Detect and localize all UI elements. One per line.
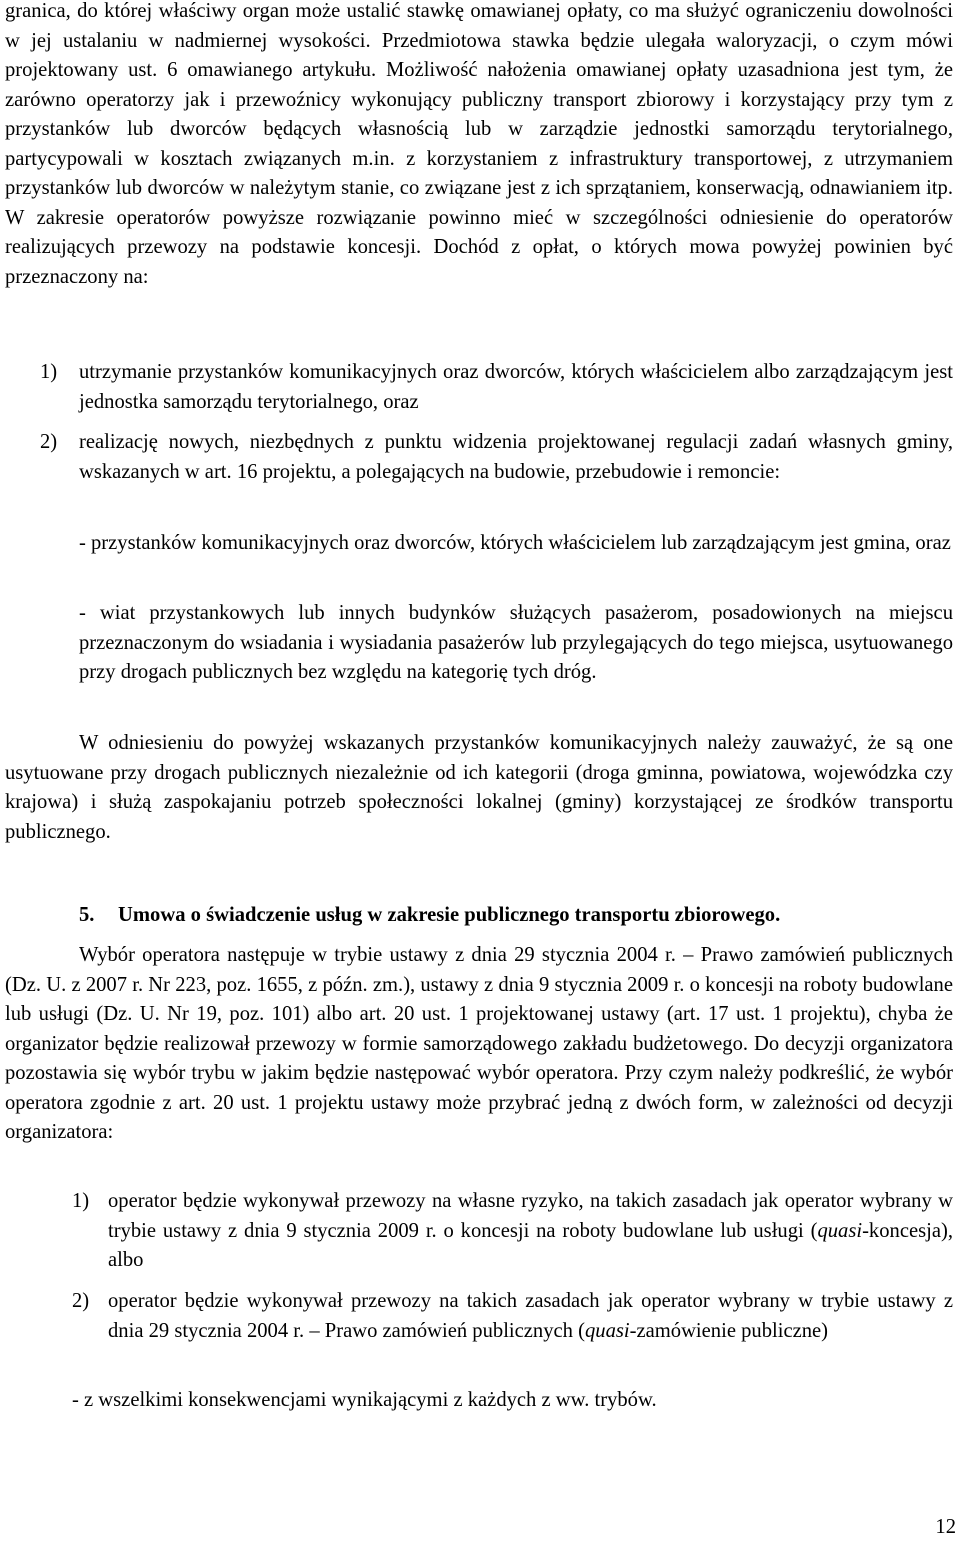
list2-item1-text bbox=[108, 1187, 953, 1276]
list2-item2-text-end: -zamówienie publiczne) bbox=[629, 1319, 829, 1342]
list1-item1-number: 1) bbox=[40, 361, 58, 383]
page-number: 12 bbox=[935, 1516, 956, 1538]
section-heading bbox=[79, 901, 780, 931]
section-title: Umowa o świadczenie usług w zakresie publicznego transportu zbiorowego. bbox=[118, 904, 781, 926]
list2-item1-number: 1) bbox=[72, 1190, 90, 1212]
dash-item-shelters: - wiat przystankowych lub innych budynków służących pasażerom, posadowionych na miejscu przeznaczonym do wsiadania i wysiadania pasażerów lub przylegających do tego miejsca, usytuowanego przy drogach publicznych bez względu na kategorię tych dróg. bbox=[79, 602, 953, 683]
dash-item-stops: - przystanków komunikacyjnych oraz dworców, których właścicielem lub zarządzającym jest gmina, oraz bbox=[79, 532, 951, 554]
paragraph-operator: Wybór operatora następuje w trybie ustawy z dnia 29 stycznia 2004 r. – Prawo zamówień publicznych (Dz. U. z 2007 r. Nr 223, poz. 1655, z późn. zm.), ustawy z dnia 9 stycznia 2009 r. o koncesji na roboty budowlane lub usługi (Dz. U. Nr 19, poz. 101) albo art. 20 ust. 1 projektowanej ustawy (art. 17 ust. 1 projektu), chyba że organizator będzie realizował przewozy w formie samorządowego zakładu budżetowego. Do decyzji organizatora pozostawia się wybór trybu w jakim będzie następować wybór operatora. Przy czym należy podkreślić, że wybór operatora zgodnie z art. 20 ust. 1 projektu ustawy może przybrać jedną z dwóch form, w zależności od decyzji organizatora: bbox=[5, 944, 953, 1143]
list2-item2-number: 2) bbox=[72, 1290, 90, 1312]
list2-item2-italic: quasi bbox=[584, 1319, 630, 1342]
closing-line: - z wszelkimi konsekwencjami wynikającymi z każdych z ww. trybów. bbox=[72, 1389, 657, 1411]
list2-item2-text-start: operator będzie wykonywał przewozy na takich zasadach jak operator wybrany w trybie ustawy z dnia 29 stycznia 2004 r. – Prawo zamówień publicznych ( bbox=[108, 1290, 953, 1342]
intro-paragraph: granica, do której właściwy organ może ustalić stawkę omawianej opłaty, co ma służyć ograniczeniu dowolności w jej ustalaniu w nadmiernej wysokości. Przedmiotowa stawka będzie ulegała waloryzacji, o czym mówi projektowany ust. 6 omawianego artykułu. Możliwość nałożenia omawianej opłaty uzasadniona jest tym, że zarówno operatorzy jak i przewoźnicy wykonujący publiczny transport zbiorowy i korzystający przy tym z przystanków lub dworców będących własnością lub w zarządzie jednostki samorządu terytorialnego, partycypowali w kosztach związanych m.in. z korzystaniem z infrastruktury transportowej, z utrzymaniem przystanków lub dworców w należytym stanie, co związane jest z ich sprzątaniem, konserwacją, odnawianiem itp. W zakresie operatorów powyższe rozwiązanie powinno mieć w szczególności odniesienie do operatorów realizujących przewozy na podstawie koncesji. Dochód z opłat, o których mowa powyżej powinien być przeznaczony na: bbox=[5, 0, 953, 288]
list1-item2-number: 2) bbox=[40, 431, 58, 453]
list2-item2-text bbox=[108, 1287, 953, 1346]
list2-item1-italic: quasi bbox=[817, 1219, 863, 1242]
list1-item2-text: realizację nowych, niezbędnych z punktu widzenia projektowanej regulacji zadań własnych gminy, wskazanych w art. 16 projektu, a polegających na budowie, przebudowie i remoncie: bbox=[79, 431, 953, 483]
section-number: 5. bbox=[79, 904, 95, 926]
list2-item1-text-end: -koncesja), albo bbox=[108, 1219, 953, 1271]
list2-item1-text-start: operator będzie wykonywał przewozy na własne ryzyko, na takich zasadach jak operator wybrany w trybie ustawy z dnia 9 stycznia 2009 r. o koncesji na roboty budowlane lub usługi ( bbox=[108, 1190, 953, 1242]
paragraph-stops: W odniesieniu do powyżej wskazanych przystanków komunikacyjnych należy zauważyć, że są one usytuowane przy drogach publicznych niezależnie od ich kategorii (droga gminna, powiatowa, wojewódzka czy krajowa) i służą zaspokajaniu potrzeb społeczności lokalnej (gminy) korzystającej ze środków transportu publicznego. bbox=[5, 732, 953, 843]
list1-item1-text: utrzymanie przystanków komunikacyjnych oraz dworców, których właścicielem albo zarządzającym jest jednostka samorządu terytorialnego, oraz bbox=[79, 361, 953, 413]
